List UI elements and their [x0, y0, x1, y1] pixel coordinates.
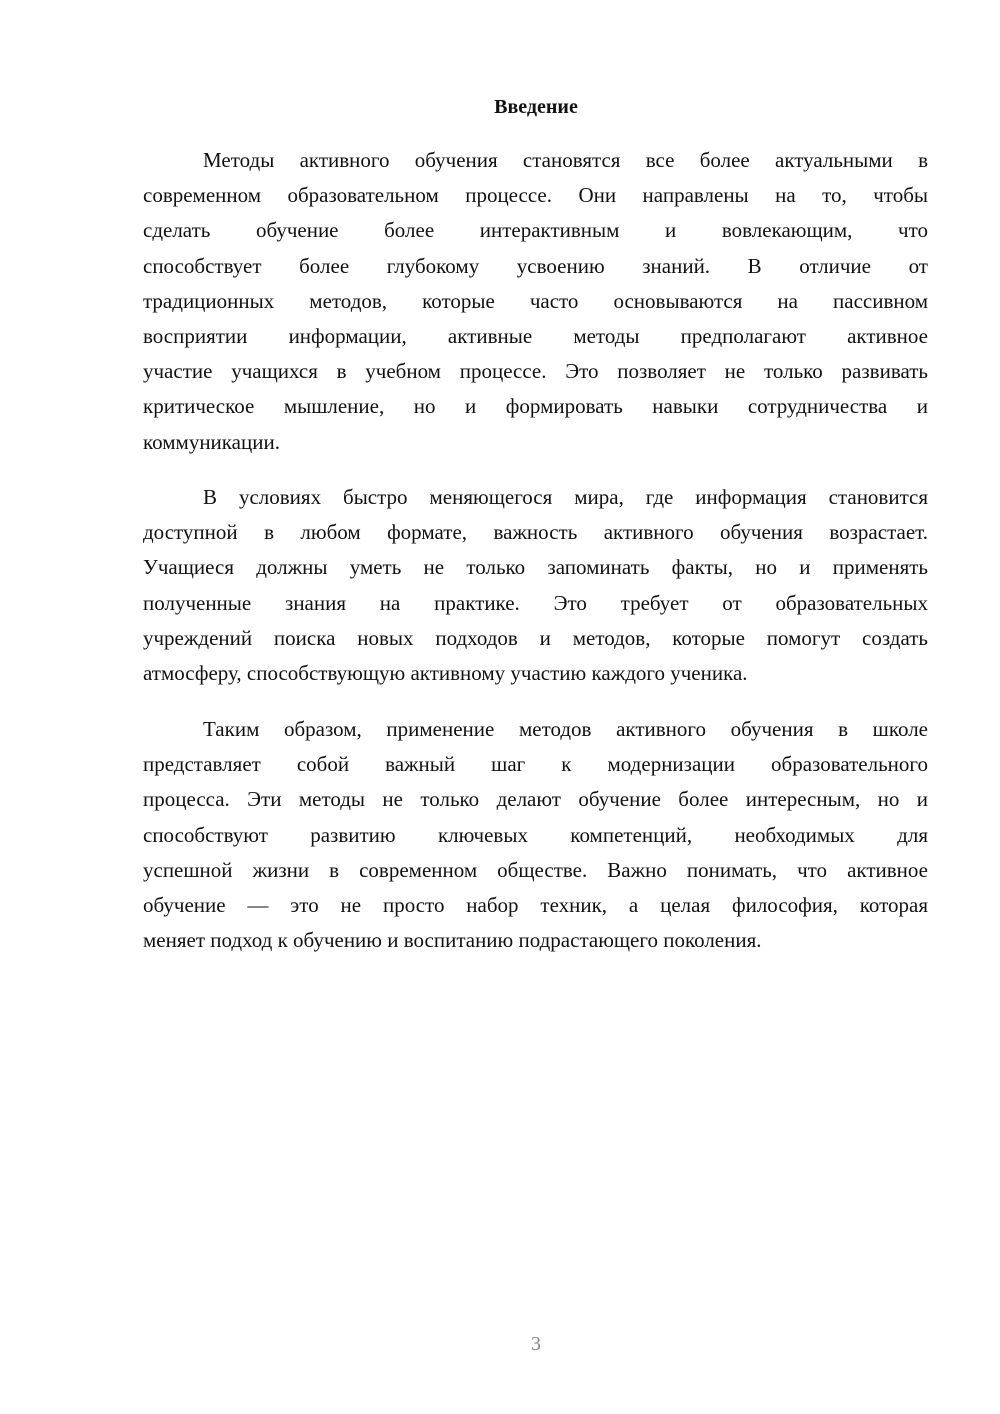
text-line: критическое мышление, но и формировать навыки сотрудничества и [143, 394, 928, 419]
text-line: атмосферу, способствующую активному участию каждого ученика. [143, 660, 748, 685]
text-line: В условиях быстро меняющегося мира, где информация становится [203, 485, 928, 509]
text-line: способствуют развитию ключевых компетенций, необходимых для [143, 822, 928, 847]
paragraph-2 [143, 480, 928, 691]
text-line: процесса. Эти методы не только делают обучение более интересным, но и [143, 787, 928, 812]
text-line: доступной в любом формате, важность активного обучения возрастает. [143, 520, 928, 545]
text-line: меняет подход к обучению и воспитанию подрастающего поколения. [143, 928, 762, 953]
paragraph-1 [143, 143, 928, 460]
text-line: коммуникации. [143, 429, 280, 454]
text-line: сделать обучение более интерактивным и вовлекающим, что [143, 218, 928, 243]
text-line: способствует более глубокому усвоению знаний. В отличие от [143, 253, 928, 278]
paragraph-3 [143, 712, 928, 958]
text-line: современном образовательном процессе. Они направлены на то, чтобы [143, 183, 928, 208]
text-line: учреждений поиска новых подходов и методов, которые помогут создать [143, 625, 928, 650]
section-heading: Введение [494, 96, 578, 118]
text-line: успешной жизни в современном обществе. Важно понимать, что активное [143, 857, 928, 882]
page-number: 3 [531, 1333, 541, 1355]
text-line: Таким образом, применение методов активного обучения в школе [203, 717, 928, 741]
text-line: представляет собой важный шаг к модернизации образовательного [143, 752, 928, 777]
text-line: Методы активного обучения становятся все более актуальными в [203, 148, 928, 172]
text-line: полученные знания на практике. Это требует от образовательных [143, 590, 928, 615]
text-line: Учащиеся должны уметь не только запоминать факты, но и применять [143, 555, 928, 580]
text-line: обучение — это не просто набор техник, а целая философия, которая [143, 892, 928, 917]
text-line: участие учащихся в учебном процессе. Это позволяет не только развивать [143, 359, 928, 384]
text-line: традиционных методов, которые часто основываются на пассивном [143, 288, 928, 313]
text-line: восприятии информации, активные методы предполагают активное [143, 323, 928, 348]
